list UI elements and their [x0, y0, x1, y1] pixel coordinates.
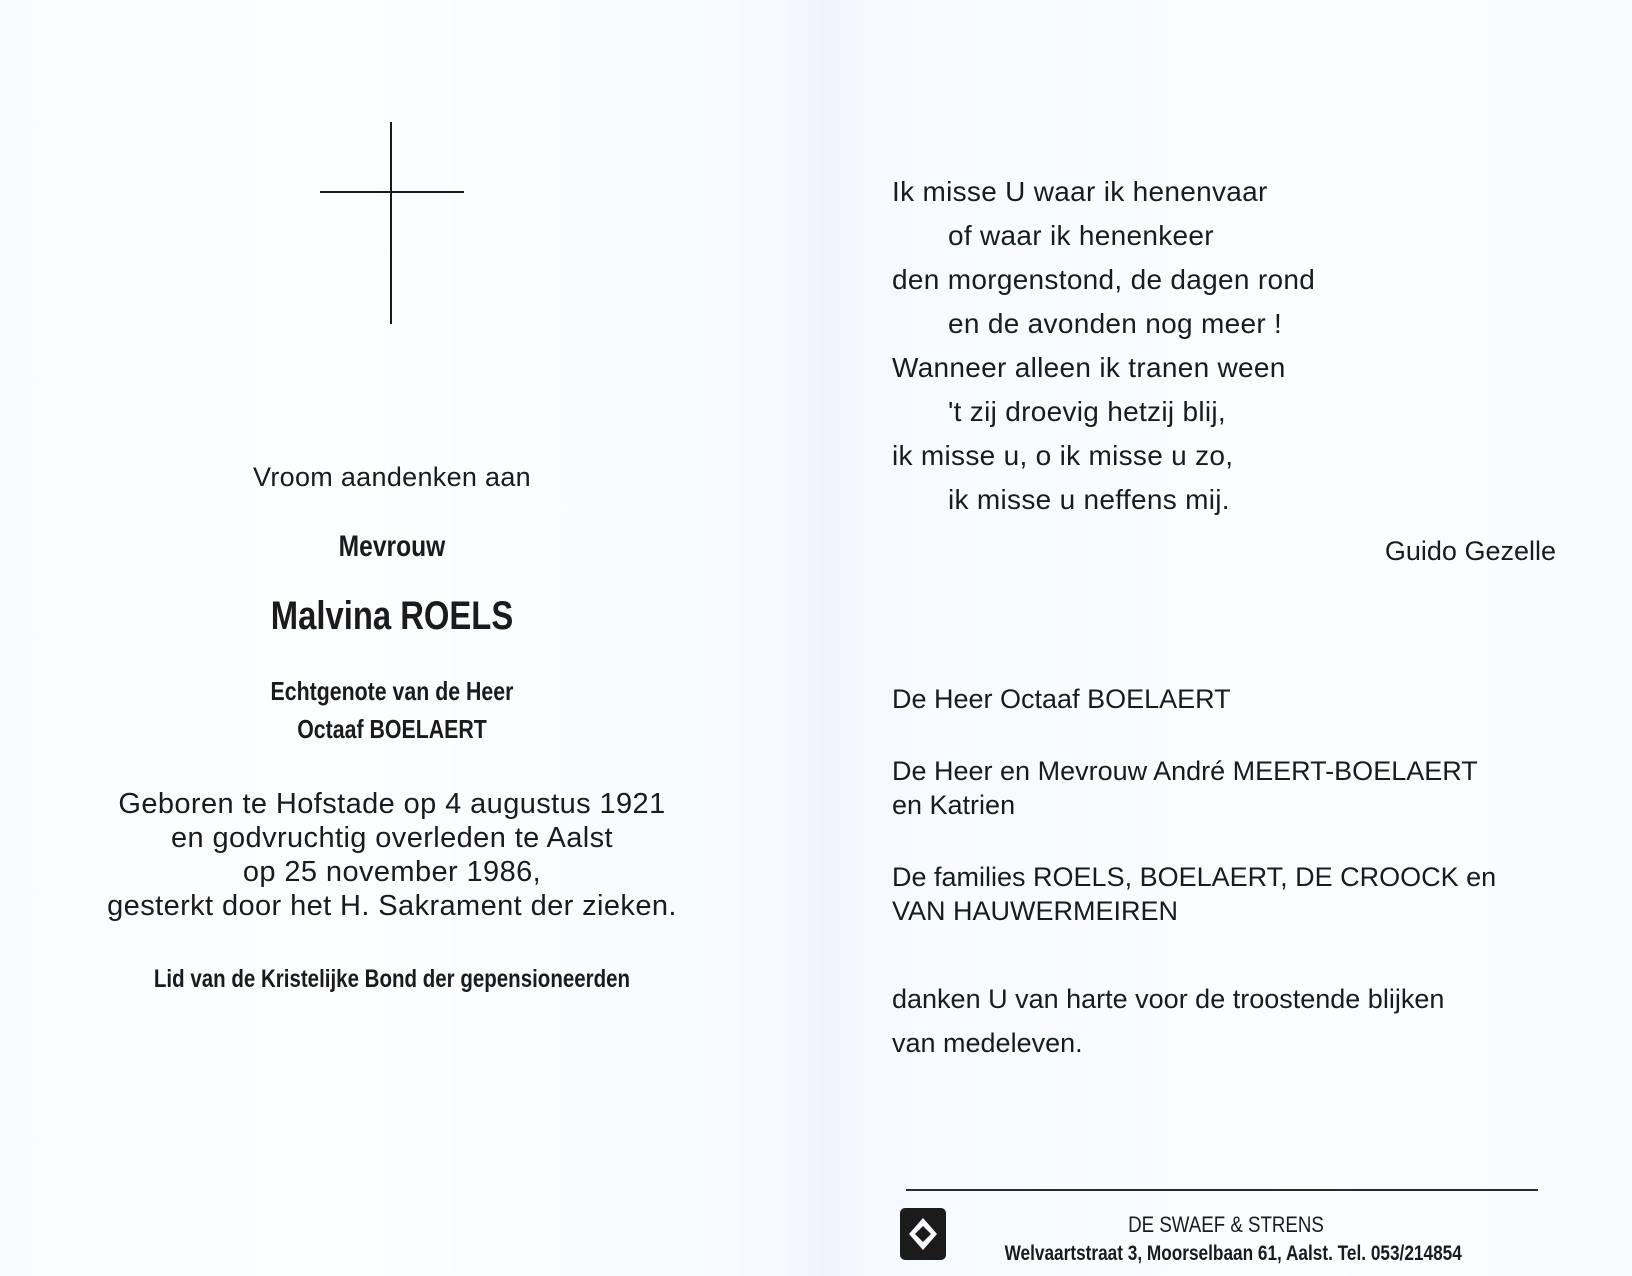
spouse-line-1: Echtgenote van de Heer — [270, 676, 514, 706]
bio-line: gesterkt door het H. Sakrament der zieken. — [107, 890, 677, 922]
poem-line: Ik misse U waar ik henenvaar — [892, 176, 1268, 207]
poem-line: ik misse u neffens mij. — [948, 484, 1230, 515]
family-line: De families ROELS, BOELAERT, DE CROOCK en — [892, 862, 1497, 892]
intro-text: Vroom aandenken aan — [253, 462, 531, 492]
family-line: De Heer en Mevrouw André MEERT-BOELAERT — [892, 756, 1478, 786]
thanks-line: van medeleven. — [892, 1028, 1083, 1058]
family-line: en Katrien — [892, 790, 1016, 820]
family-line: VAN HAUWERMEIREN — [892, 896, 1179, 926]
undertaker-logo-icon — [900, 1208, 946, 1260]
membership-text: Lid van de Kristelijke Bond der gepensioneerden — [153, 965, 631, 993]
right-panel — [816, 0, 1632, 1276]
bio-line: en godvruchtig overleden te Aalst — [170, 822, 614, 854]
cross-icon — [320, 122, 464, 324]
poem-author: Guido Gezelle — [1384, 536, 1556, 566]
poem-line: 't zij droevig hetzij blij, — [948, 396, 1226, 427]
bio-line: Geboren te Hofstade op 4 augustus 1921 — [118, 788, 666, 820]
deceased-name: Malvina ROELS — [270, 594, 514, 638]
spouse-line-2: Octaaf BOELAERT — [297, 714, 487, 744]
honorific: Mevrouw — [338, 530, 446, 563]
poem-line: Wanneer alleen ik tranen ween — [892, 352, 1286, 383]
undertaker-name: DE SWAEF & STRENS — [1128, 1212, 1324, 1237]
poem-line: of waar ik henenkeer — [948, 220, 1214, 251]
undertaker-address: Welvaartstraat 3, Moorselbaan 61, Aalst. Tel. 053/214854 — [1004, 1242, 1462, 1265]
family-line: De Heer Octaaf BOELAERT — [892, 684, 1231, 714]
footer-divider — [906, 1189, 1538, 1191]
poem-line: ik misse u, o ik misse u zo, — [892, 440, 1234, 471]
poem-line: en de avonden nog meer ! — [948, 308, 1283, 339]
poem-line: den morgenstond, de dagen rond — [892, 264, 1316, 295]
bio-line: op 25 november 1986, — [242, 856, 542, 888]
thanks-line: danken U van harte voor de troostende blijken — [892, 984, 1445, 1014]
